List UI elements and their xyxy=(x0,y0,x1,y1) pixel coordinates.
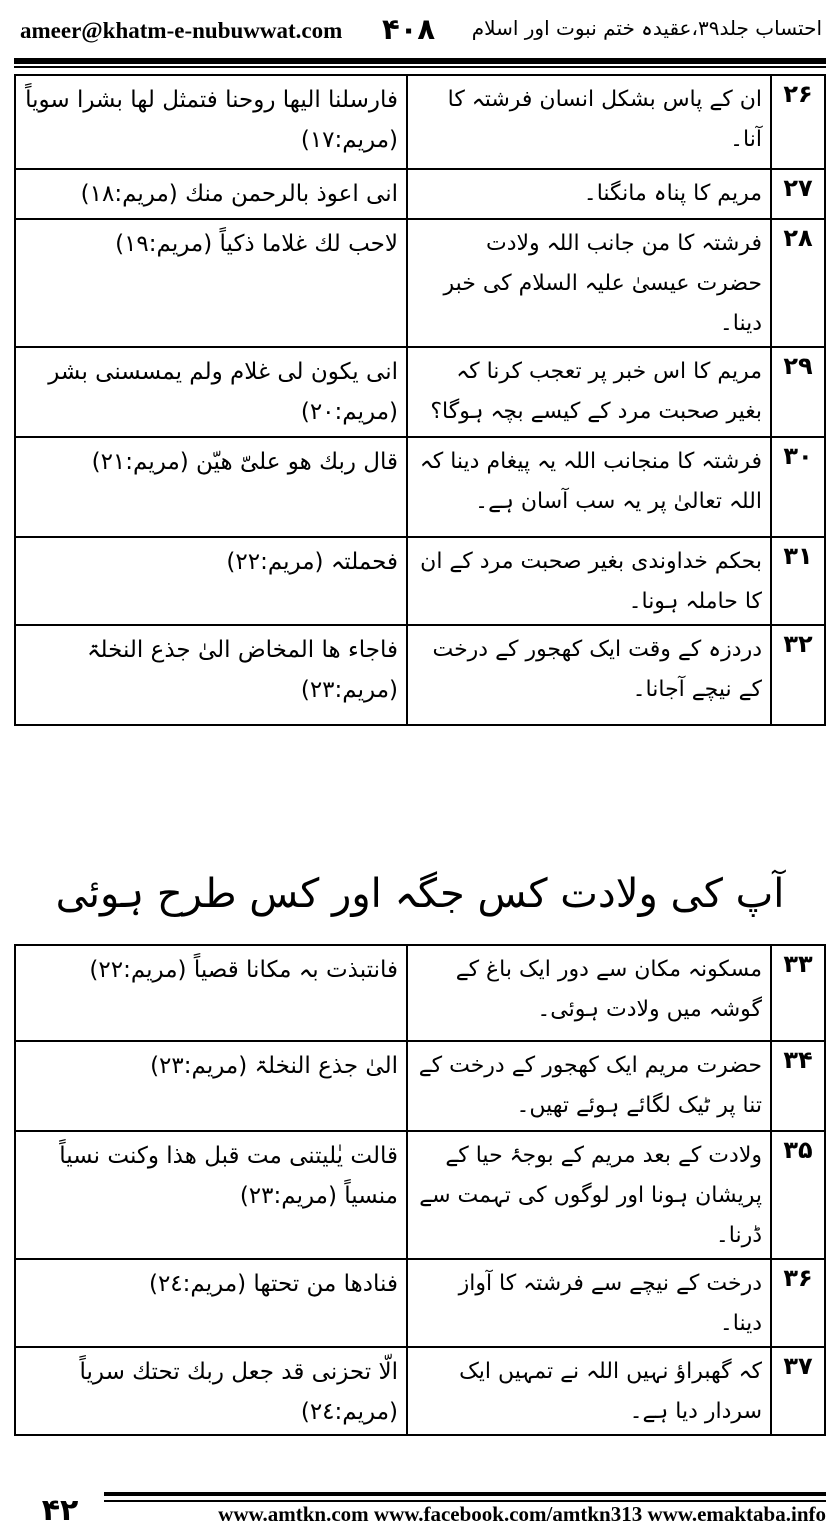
section-heading: آپ کی ولادت کس جگہ اور کس طرح ہوئی xyxy=(55,871,785,917)
row-number: ۳۱ xyxy=(771,537,825,625)
row-number: ۳۲ xyxy=(771,625,825,725)
table-row xyxy=(15,1041,825,1131)
footer-links: www.amtkn.com www.facebook.com/amtkn313 www.emaktaba.info xyxy=(218,1502,826,1526)
arabic-verse: لاحب لك غلاما ذکیاً (مریم:۱۹) xyxy=(15,219,407,347)
table-row xyxy=(15,537,825,625)
urdu-description: مسکونہ مکان سے دور ایک باغ کے گوشہ میں ولادت ہوئی۔ xyxy=(407,945,771,1041)
arabic-verse: قال ربك ھو علیّ ھیّن (مریم:۲۱) xyxy=(15,437,407,537)
urdu-description: مریم کا اس خبر پر تعجب کرنا کہ بغیر صحبت مرد کے کیسے بچہ ہوگا؟ xyxy=(407,347,771,437)
urdu-description: ولادت کے بعد مریم کے بوجۂ حیا کے پریشان ہونا اور لوگوں کی تہمت سے ڈرنا۔ xyxy=(407,1131,771,1259)
arabic-verse: انی اعوذ بالرحمن منك (مریم:۱۸) xyxy=(15,169,407,219)
row-number: ۲۹ xyxy=(771,347,825,437)
arabic-verse: فنادھا من تحتھا (مریم:۲٤) xyxy=(15,1259,407,1347)
header-email: ameer@khatm-e-nubuwwat.com xyxy=(20,18,343,43)
table-row xyxy=(15,945,825,1041)
arabic-verse: الیٰ جذع النخلۃ (مریم:۲۳) xyxy=(15,1041,407,1131)
urdu-description: درخت کے نیچے سے فرشتہ کا آواز دینا۔ xyxy=(407,1259,771,1347)
arabic-verse: فاجاء ھا المخاض الیٰ جذع النخلۃ (مریم:۲۳) xyxy=(15,625,407,725)
arabic-verse: فارسلنا الیھا روحنا فتمثل لھا بشرا سویاً (مریم:۱۷) xyxy=(15,75,407,169)
row-number: ۳۴ xyxy=(771,1041,825,1131)
urdu-description: کہ گھبراؤ نہیں اللہ نے تمہیں ایک سردار دیا ہے۔ xyxy=(407,1347,771,1435)
urdu-description: فرشتہ کا من جانب اللہ ولادت حضرت عیسیٰ علیہ السلام کی خبر دینا۔ xyxy=(407,219,771,347)
table-row xyxy=(15,347,825,437)
footer-page-number: ۴۲ xyxy=(41,1493,79,1528)
arabic-verse: الّا تحزنی قد جعل ربك تحتك سریاً (مریم:۲٤) xyxy=(15,1347,407,1435)
events-table-1 xyxy=(14,74,826,726)
urdu-description: فرشتہ کا منجانب اللہ یہ پیغام دینا کہ اللہ تعالیٰ پر یہ سب آسان ہے۔ xyxy=(407,437,771,537)
table1-body xyxy=(15,75,825,725)
urdu-description: دردزہ کے وقت ایک کھجور کے درخت کے نیچے آجانا۔ xyxy=(407,625,771,725)
table-row xyxy=(15,75,825,169)
row-number: ۲۷ xyxy=(771,169,825,219)
row-number: ۳۶ xyxy=(771,1259,825,1347)
row-number: ۲۸ xyxy=(771,219,825,347)
row-number: ۳۷ xyxy=(771,1347,825,1435)
table-row xyxy=(15,1347,825,1435)
arabic-verse: فانتبذت بہ مکانا قصیاً (مریم:۲۲) xyxy=(15,945,407,1041)
urdu-description: حضرت مریم ایک کھجور کے درخت کے تنا پر ٹیک لگائے ہوئے تھیں۔ xyxy=(407,1041,771,1131)
header-page-number: ۴۰۸ xyxy=(382,12,436,46)
row-number: ۲۶ xyxy=(771,75,825,169)
arabic-verse: فحملتہ (مریم:۲۲) xyxy=(15,537,407,625)
table2-body xyxy=(15,945,825,1435)
header-book-title: احتساب جلد۳۹،عقیدہ ختم نبوت اور اسلام xyxy=(471,16,822,40)
row-number: ۳۳ xyxy=(771,945,825,1041)
header-rule xyxy=(14,58,826,68)
urdu-description: مریم کا پناہ مانگنا۔ xyxy=(407,169,771,219)
arabic-verse: انی یکون لی غلام ولم یمسسنی بشر (مریم:۲۰) xyxy=(15,347,407,437)
events-table-2 xyxy=(14,944,826,1436)
row-number: ۳۵ xyxy=(771,1131,825,1259)
table-row xyxy=(15,1131,825,1259)
table-row xyxy=(15,169,825,219)
urdu-description: بحکم خداوندی بغیر صحبت مرد کے ان کا حاملہ ہونا۔ xyxy=(407,537,771,625)
urdu-description: ان کے پاس بشکل انسان فرشتہ کا آنا۔ xyxy=(407,75,771,169)
table-row xyxy=(15,625,825,725)
table-row xyxy=(15,437,825,537)
row-number: ۳۰ xyxy=(771,437,825,537)
arabic-verse: قالت یٰلیتنی مت قبل ھذا وکنت نسیاً منسیاً (مریم:۲۳) xyxy=(15,1131,407,1259)
page-header xyxy=(14,8,826,50)
table-row xyxy=(15,1259,825,1347)
table-row xyxy=(15,219,825,347)
